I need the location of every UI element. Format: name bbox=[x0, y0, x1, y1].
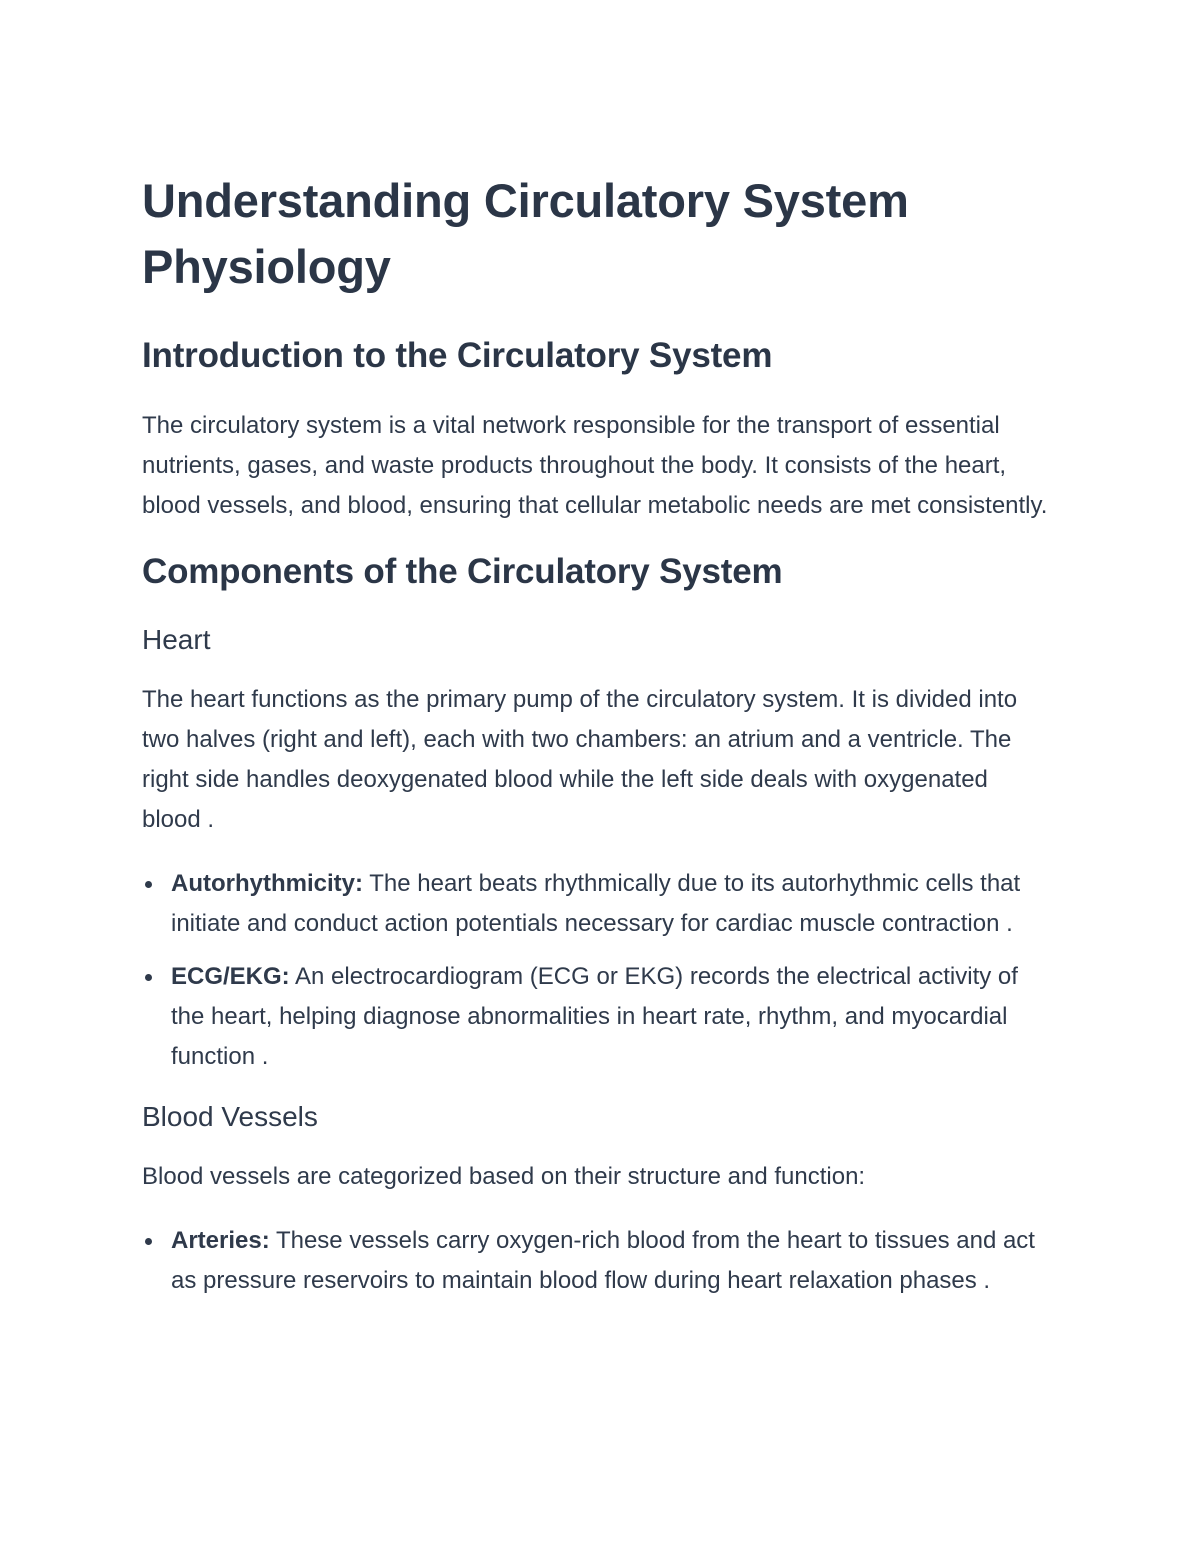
vessels-paragraph: Blood vessels are categorized based on their structure and function: bbox=[142, 1163, 866, 1190]
bullet-icon bbox=[145, 974, 152, 981]
vessels-list bbox=[142, 1221, 1050, 1301]
section-heading-components: Components of the Circulatory System bbox=[142, 552, 783, 591]
section-heading-introduction: Introduction to the Circulatory System bbox=[142, 336, 773, 375]
list-item bbox=[142, 1221, 1050, 1301]
list-item-term: ECG/EKG: bbox=[171, 963, 290, 990]
subsection-blood-vessels bbox=[142, 1099, 1050, 1301]
list-item-text: The heart beats rhythmically due to its autorhythmic cells that initiate and conduct action potentials necessary for cardiac muscle contraction . bbox=[171, 870, 1021, 937]
subsection-heading-blood-vessels: Blood Vessels bbox=[142, 1101, 318, 1132]
list-item-term: Autorhythmicity: bbox=[171, 870, 363, 897]
list-item-text: An electrocardiogram (ECG or EKG) records the electrical activity of the heart, helping diagnose abnormalities in heart rate, rhythm, and myocardial function . bbox=[171, 963, 1018, 1070]
heart-paragraph: The heart functions as the primary pump of the circulatory system. It is divided into two halves (right and left), each with two chambers: an atrium and a ventricle. The right side handles deoxygenated blood while the left side deals with oxygenated blood . bbox=[142, 686, 1018, 833]
list-item-text: These vessels carry oxygen-rich blood from the heart to tissues and act as pressure reservoirs to maintain blood flow during heart relaxation phases . bbox=[171, 1227, 1035, 1294]
subsection-heart bbox=[142, 622, 1050, 1077]
heart-list bbox=[142, 864, 1050, 1077]
document-title: Understanding Circulatory System Physiology bbox=[142, 174, 909, 293]
section-components bbox=[142, 550, 1050, 1301]
list-item-term: Arteries: bbox=[171, 1227, 270, 1254]
list-item bbox=[142, 957, 1050, 1077]
intro-paragraph: The circulatory system is a vital network responsible for the transport of essential nutrients, gases, and waste products throughout the body. It consists of the heart, blood vessels, and blood, ensuring that cellular metabolic needs are met consistently. bbox=[142, 412, 1048, 519]
subsection-heading-heart: Heart bbox=[142, 624, 211, 655]
list-item bbox=[142, 864, 1050, 944]
bullet-icon bbox=[145, 881, 152, 888]
section-introduction bbox=[142, 334, 1050, 526]
bullet-icon bbox=[145, 1238, 152, 1245]
